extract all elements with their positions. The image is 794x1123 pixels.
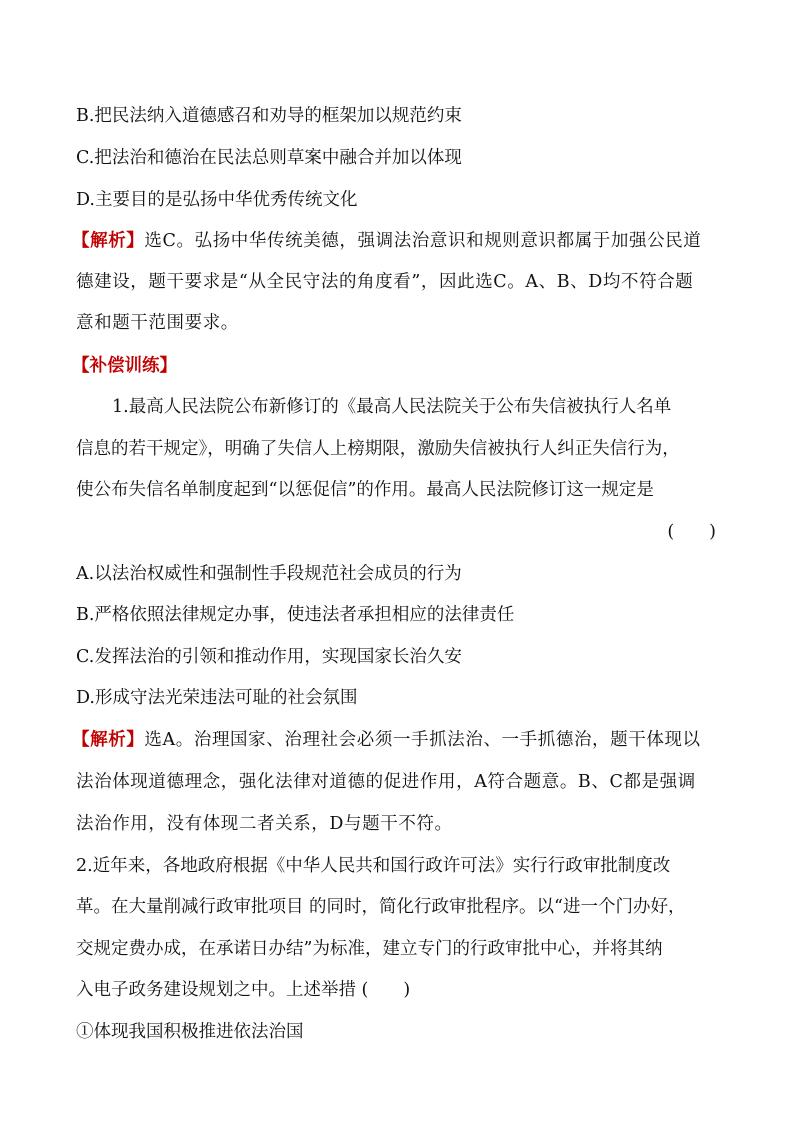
option-d: D.主要目的是弘扬中华优秀传统文化 [76, 190, 358, 210]
question-stem: 革。在大量削减行政审批项目 的同时，简化行政审批程序。以“进一个门办好， [76, 897, 686, 917]
analysis-line [72, 728, 701, 752]
analysis-line: 法治体现道德理念，强化法律对道德的促进作用，A符合题意。B、C都是强调 [76, 772, 696, 792]
option-1: ①体现我国积极推进依法治国 [76, 1022, 304, 1042]
analysis-tag: 【解析】 [72, 730, 145, 750]
section-title: 【补偿训练】 [72, 356, 177, 376]
option-b: B.严格依照法律规定办事，使违法者承担相应的法律责任 [76, 605, 515, 625]
analysis-line: 德建设，题干要求是“从全民守法的角度看”，因此选C。A、B、D均不符合题 [76, 272, 694, 292]
analysis-text: 选A。治理国家、治理社会必须一手抓法治、一手抓德治，题干体现以 [144, 730, 701, 750]
option-d: D.形成守法光荣违法可耻的社会氛围 [76, 688, 358, 708]
analysis-line [72, 229, 701, 253]
analysis-line: 意和题干范围要求。 [76, 313, 239, 333]
option-a: A.以法治权威性和强制性手段规范社会成员的行为 [76, 564, 462, 584]
answer-bracket: ( ) [667, 522, 716, 542]
option-c: C.发挥法治的引领和推动作用，实现国家长治久安 [76, 647, 462, 667]
analysis-tag: 【解析】 [72, 231, 145, 251]
question-stem: 1.最高人民法院公布新修订的《最高人民法院关于公布失信被执行人名单 [112, 397, 672, 417]
option-c: C.把法治和德治在民法总则草案中融合并加以体现 [76, 148, 462, 168]
question-stem: 入电子政务建设规划之中。上述举措 ( ) [76, 980, 411, 1000]
analysis-line: 法治作用，没有体现二者关系，D与题干不符。 [76, 814, 453, 834]
question-stem: 2.近年来，各地政府根据《中华人民共和国行政许可法》实行行政审批制度改 [76, 856, 671, 876]
analysis-text: 选C。弘扬中华传统美德，强调法治意识和规则意识都属于加强公民道 [144, 231, 702, 251]
question-stem: 信息的若干规定》，明确了失信人上榜期限，激励失信被执行人纠正失信行为， [76, 439, 680, 459]
option-b: B.把民法纳入道德感召和劝导的框架加以规范约束 [76, 106, 462, 126]
question-stem: 交规定费办成，在承诺日办结”为标准，建立专门的行政审批中心，并将其纳 [76, 939, 663, 959]
question-stem: 使公布失信名单制度起到“以惩促信”的作用。最高人民法院修订这一规定是 [76, 480, 654, 500]
